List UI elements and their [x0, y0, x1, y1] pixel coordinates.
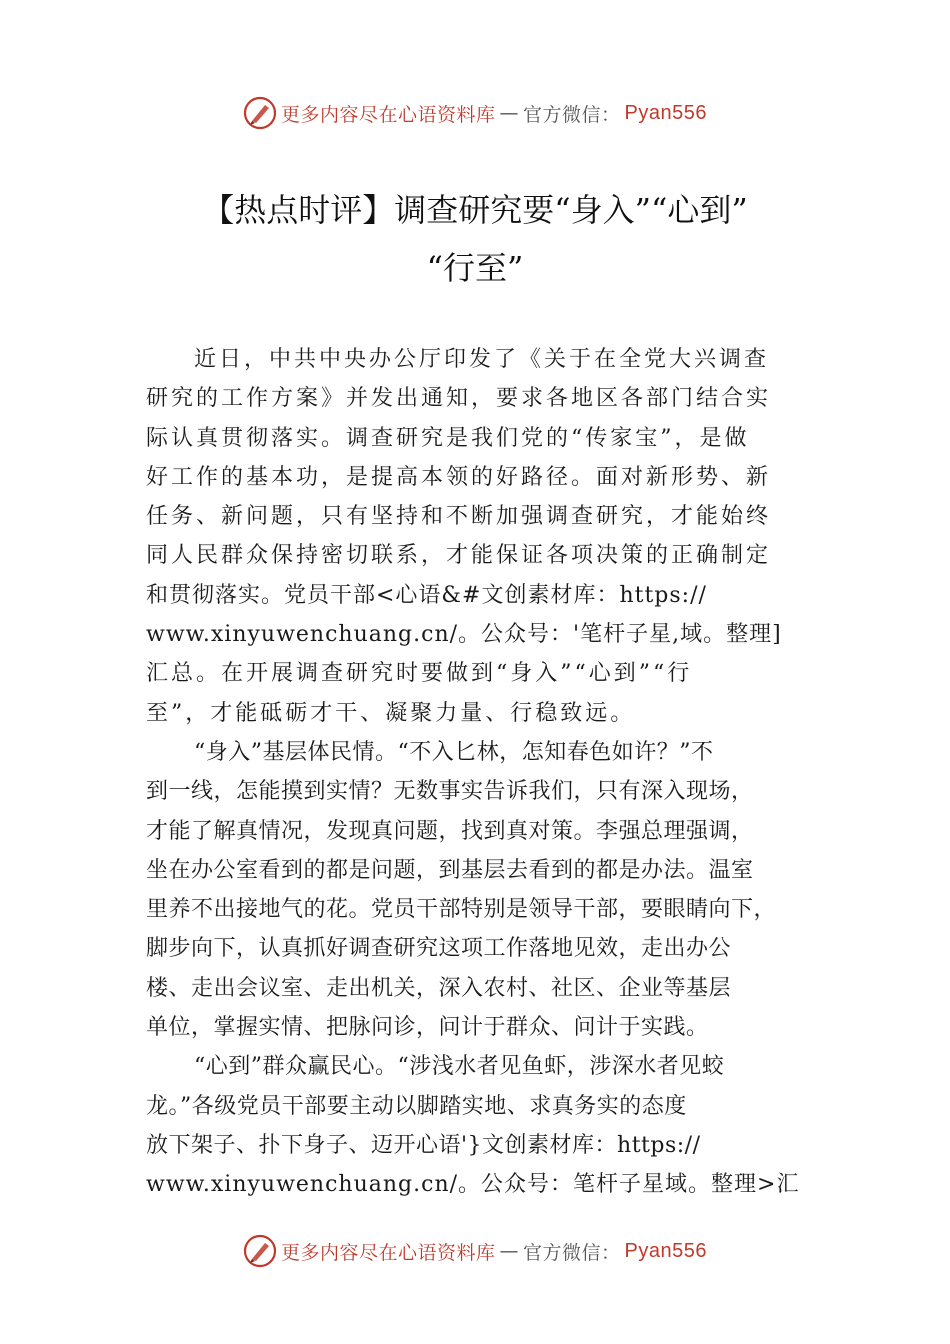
body-line: 坐在办公室看到的都是问题，到基层去看到的都是办法。温室 [146, 857, 754, 883]
footer-watermark [0, 1234, 950, 1268]
body-line: 际认真贯彻落实。调查研究是我们党的“传家宝”，是做 [146, 425, 750, 451]
banner-dash: — [499, 102, 520, 124]
body-line: 近日，中共中央办公厅印发了《关于在全党大兴调查 [194, 347, 770, 372]
body-line: 单位，掌握实情、把脉问诊，问计于群众、问计于实践。 [146, 1015, 709, 1041]
body-line: 脚步向下，认真抓好调查研究这项工作落地见效，走出办公 [146, 936, 732, 962]
body-line: 才能了解真情况，发现真问题，找到真对策。李强总理强调， [146, 818, 754, 844]
pen-logo-icon [243, 1234, 277, 1268]
body-line: 里养不出接地气的花。党员干部特别是领导干部，要眼睛向下， [146, 897, 777, 923]
pen-logo-icon [243, 96, 277, 130]
header-watermark [0, 96, 950, 130]
body-line: 研究的工作方案》并发出通知，要求各地区各部门结合实 [146, 386, 772, 412]
banner-dash: — [499, 1240, 520, 1262]
banner-text: 更多内容尽在心语资料库 [281, 1241, 496, 1264]
body-line: 到一线，怎能摸到实情？无数事实告诉我们，只有深入现场， [146, 779, 754, 805]
body-line: 同人民群众保持密切联系，才能保证各项决策的正确制定 [146, 543, 772, 569]
body-line: 龙。”各级党员干部要主动以脚踏实地、求真务实的态度 [146, 1093, 687, 1119]
article-body [146, 340, 826, 1205]
body-line: 任务、新问题，只有坚持和不断加强调查研究，才能始终 [146, 504, 772, 530]
banner-wechat-label: 官方微信： [523, 103, 621, 126]
body-line: 楼、走出会议室、走出机关，深入农村、社区、企业等基层 [146, 975, 732, 1001]
body-line: 好工作的基本功，是提高本领的好路径。面对新形势、新 [146, 464, 772, 490]
banner-wechat-id: Pyan556 [624, 1239, 707, 1262]
article-title-line-1: 【热点时评】调查研究要“身入”“心到” [202, 191, 748, 229]
body-line: 放下架子、扑下身子、迈开心语'}文创素材库：https:// [146, 1132, 701, 1158]
body-line: www.xinyuwenchuang.cn/。公众号：笔杆子星域。整理>汇 [146, 1172, 800, 1198]
banner-text: 更多内容尽在心语资料库 [281, 103, 496, 126]
banner-wechat-id: Pyan556 [624, 101, 707, 124]
body-line: www.xinyuwenchuang.cn/。公众号：'笔杆子星,域。整理] [146, 622, 782, 648]
body-line: 至”，才能砥砺才干、凝聚力量、行稳致远。 [146, 700, 636, 726]
body-line: 和贯彻落实。党员干部<心语&#文创素材库：https:// [146, 582, 707, 608]
body-line: “心到”群众赢民心。“涉浅水者见鱼虾，涉深水者见蛟 [194, 1054, 725, 1080]
banner-wechat-label: 官方微信： [523, 1241, 621, 1264]
body-line: 汇总。在开展调查研究时要做到“身入”“心到”“行 [146, 661, 693, 687]
article-title-line-2: “行至” [426, 249, 524, 287]
body-line: “身入”基层体民情。“不入⼔林，怎知春色如许？”不 [194, 739, 714, 765]
